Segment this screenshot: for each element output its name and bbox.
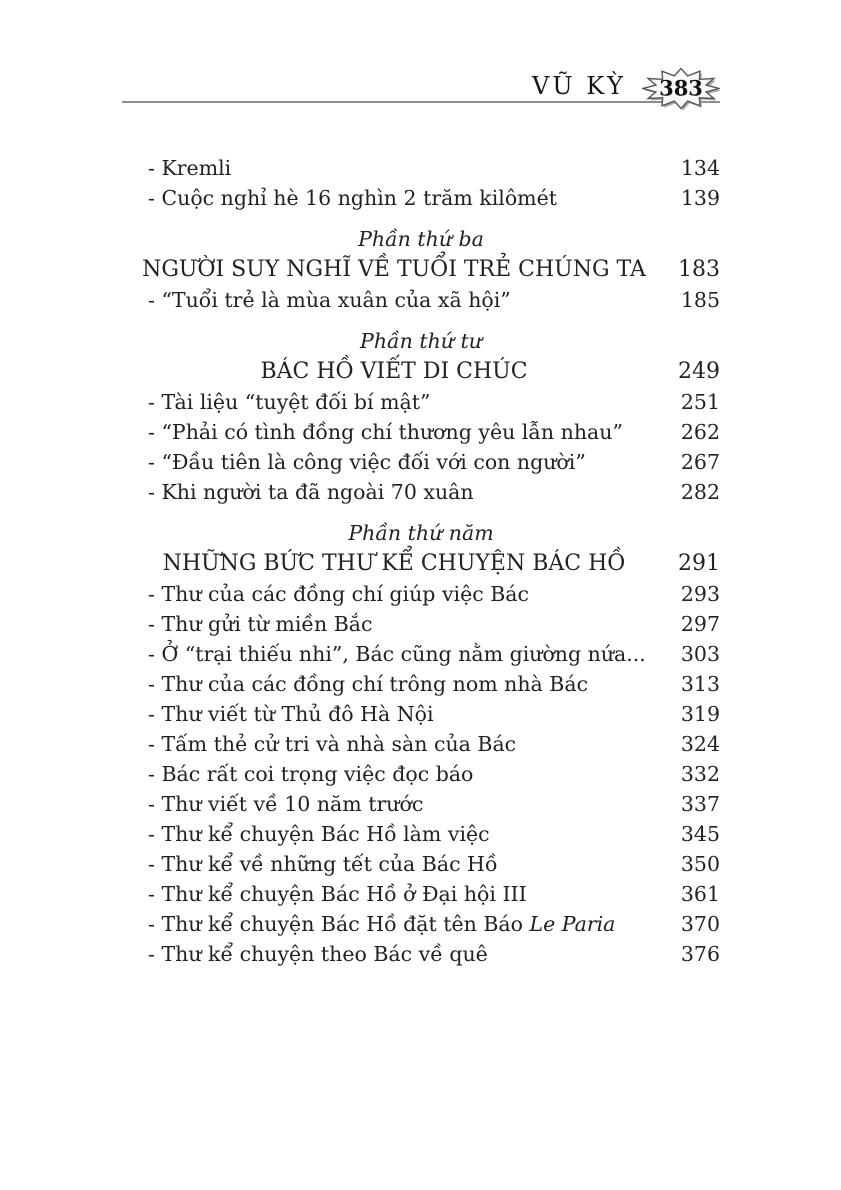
toc-entry	[122, 417, 720, 447]
toc-entry	[122, 669, 720, 699]
toc-item-text: - “Đầu tiên là công việc đối với con người”	[148, 450, 586, 474]
toc-item-text: Phần thứ tư	[360, 329, 482, 353]
toc-page-number: 332	[680, 762, 720, 786]
toc-entry	[122, 759, 720, 789]
toc-item-text: - Thư kể chuyện Bác Hồ ở Đại hội III	[148, 882, 527, 906]
toc-item-text: - “Tuổi trẻ là mùa xuân của xã hội”	[148, 288, 511, 312]
toc-entry	[122, 879, 720, 909]
toc-entry	[122, 609, 720, 639]
toc-page-number: 183	[678, 257, 720, 282]
toc-page-number: 251	[680, 390, 720, 414]
toc-page-number: 262	[680, 420, 720, 444]
toc-item-text: - Cuộc nghỉ hè 16 nghìn 2 trăm kilômét	[148, 186, 557, 210]
toc-entry	[122, 789, 720, 819]
toc-section-title	[122, 548, 720, 579]
toc-page-number: 134	[680, 156, 720, 180]
toc-entry	[122, 285, 720, 315]
toc-entry	[122, 447, 720, 477]
toc-entry	[122, 819, 720, 849]
toc-page-number: 345	[680, 822, 720, 846]
toc-section-label	[122, 518, 720, 548]
toc-page-number: 319	[680, 702, 720, 726]
toc-section-label	[122, 326, 720, 356]
toc-item-text: - Thư kể chuyện Bác Hồ làm việc	[148, 822, 490, 846]
toc-item-text: - Thư kể chuyện theo Bác về quê	[148, 942, 488, 966]
toc-page-number: 293	[680, 582, 720, 606]
toc-entry	[122, 729, 720, 759]
toc-item-text: - Thư viết về 10 năm trước	[148, 792, 424, 816]
toc-item-text: - Bác rất coi trọng việc đọc báo	[148, 762, 474, 786]
toc-item-text: - Thư kể chuyện Bác Hồ đặt tên Báo Le Paria	[148, 912, 616, 936]
toc-page-number: 185	[680, 288, 720, 312]
toc-page-number: 303	[680, 642, 720, 666]
toc-item-text: - Kremli	[148, 156, 232, 180]
toc-item-text: NGƯỜI SUY NGHĨ VỀ TUỔI TRẺ CHÚNG TA	[142, 257, 646, 282]
starburst-icon	[642, 66, 720, 112]
toc-item-text: - Thư kể về những tết của Bác Hồ	[148, 852, 498, 876]
toc-item-text: NHỮNG BỨC THƯ KỂ CHUYỆN BÁC HỒ	[162, 551, 626, 576]
author-name: VŨ KỲ	[532, 72, 626, 100]
toc-item-text: Phần thứ ba	[358, 227, 484, 251]
toc-item-text: - Ở “trại thiếu nhi”, Bác cũng nằm giường nứa...	[148, 642, 646, 666]
toc-page-number: 313	[680, 672, 720, 696]
toc-page-number: 297	[680, 612, 720, 636]
toc-page-number: 291	[678, 551, 720, 576]
toc-page-number: 249	[678, 359, 720, 384]
toc-page-number: 337	[680, 792, 720, 816]
toc-page-number: 282	[680, 480, 720, 504]
toc-item-text: - “Phải có tình đồng chí thương yêu lẫn nhau”	[148, 420, 623, 444]
toc-entry	[122, 909, 720, 939]
toc-item-text: - Thư của các đồng chí trông nom nhà Bác	[148, 672, 589, 696]
toc-item-text: - Tài liệu “tuyệt đối bí mật”	[148, 390, 431, 414]
toc-item-text: - Thư gửi từ miền Bắc	[148, 612, 373, 636]
toc-section-title	[122, 254, 720, 285]
toc-item-text: - Tấm thẻ cử tri và nhà sàn của Bác	[148, 732, 517, 756]
page-number-badge	[642, 66, 720, 112]
toc-page-number: 376	[680, 942, 720, 966]
toc-section-label	[122, 224, 720, 254]
toc-item-text: - Khi người ta đã ngoài 70 xuân	[148, 480, 474, 504]
toc-entry	[122, 477, 720, 507]
toc-item-text: - Thư viết từ Thủ đô Hà Nội	[148, 702, 434, 726]
toc-entry	[122, 849, 720, 879]
page-number: 383	[659, 75, 703, 101]
toc-page-number: 139	[680, 186, 720, 210]
toc-item-text: - Thư của các đồng chí giúp việc Bác	[148, 582, 529, 606]
toc-item-text: BÁC HỒ VIẾT DI CHÚC	[260, 359, 528, 384]
toc-page-number: 350	[680, 852, 720, 876]
toc-entry	[122, 579, 720, 609]
toc-page-number: 267	[680, 450, 720, 474]
toc-page-number: 324	[680, 732, 720, 756]
toc-section-title	[122, 356, 720, 387]
toc-entry	[122, 699, 720, 729]
toc-page-number: 370	[680, 912, 720, 936]
toc-entry	[122, 387, 720, 417]
toc-item-text: Phần thứ năm	[348, 521, 494, 545]
toc-list	[122, 153, 720, 969]
toc-entry	[122, 639, 720, 669]
toc-entry	[122, 153, 720, 183]
toc-item-text-italic: Le Paria	[529, 912, 616, 936]
page-header	[122, 66, 720, 112]
toc-entry	[122, 939, 720, 969]
toc-entry	[122, 183, 720, 213]
toc-page-number: 361	[680, 882, 720, 906]
